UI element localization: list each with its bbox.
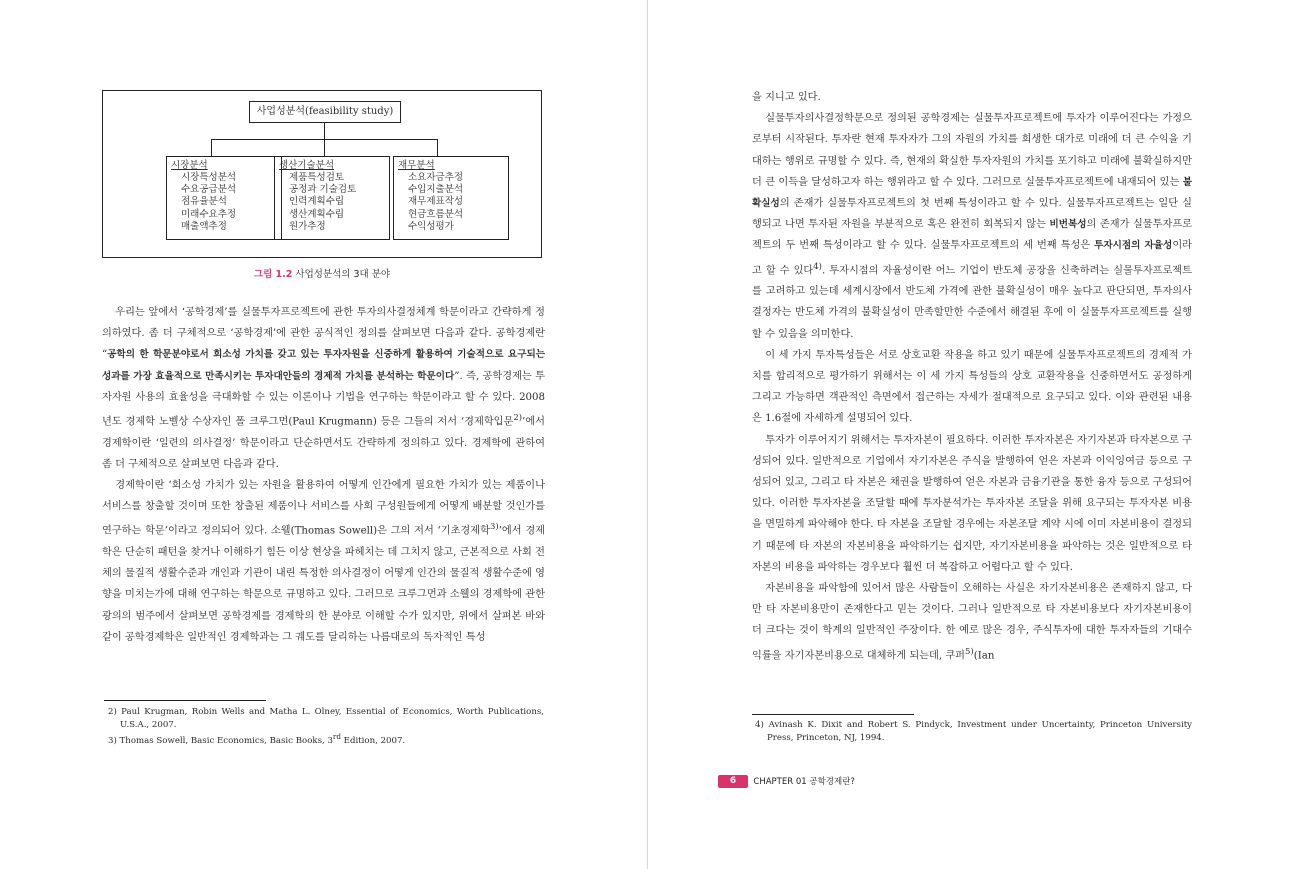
box-item: 원가추정: [289, 220, 326, 232]
text-run: Edition, 2007.: [340, 735, 406, 746]
box-title: 재무분석: [398, 160, 435, 171]
box-item: 제품특성검토: [289, 172, 345, 183]
connector-line: [324, 123, 325, 139]
paragraph: 이 세 가지 투자특성들은 서로 상호교환 작용을 하고 있기 때문에 실물투자프로젝트의 경제적 가치를 합리적으로 평가하기 위해서는 이 세 가지 특성들의 상호 교환작용을 신중하면서도 공정하게 그리고 가능하면 객관적인 측면에서 접근하는 자세가 절대적으로 요구되고 있다. 이와 관련된 내용은 1.6절에 자세하게 설명되어 있다.: [752, 349, 1192, 425]
paragraph: [752, 108, 1192, 345]
feasibility-diagram: [102, 90, 542, 258]
text-run: ’에서 경제학이란 ‘일련의 의사결정’ 학문이라고 단순하면서도 간략하게 정의하고 있다. 경제학에 관하여 좀 더 구체적으로 살펴보면 다음과 같다.: [102, 416, 545, 470]
superscript: rd: [332, 732, 341, 741]
box-item: 미래수요추정: [181, 208, 237, 220]
right-footnotes: [755, 719, 1192, 744]
footnote: 4) Avinash K. Dixit and Robert S. Pindyck, Investment under Uncertainty, Princeton University Press, Princeton, NJ, 1994.: [755, 720, 1192, 743]
text-run: ’에서 경제학은 단순히 패턴을 찾거나 이해하기 힘든 이상 현상을 파헤치는 데 그치지 않고, 근본적으로 사회 전체의 물질적 생활수준과 개인과 기관이 내린 특정한 의사결정이 어떻게 인간의 물질적 생활수준에 영향을 미치는가에 대해 연구하는 학문으로 규명하고 있다. 그러므로 크루그먼과 소웰의 경제학에 관한 광의의 범주에서 살펴보면 공학경제를 경제학의 한 분야로 이해할 수가 있지만, 위에서 살펴본 바와 같이 공학경제학은 일반적인 경제학과는 그 궤도를 달리하는 나름대로의 독자적인 특성: [102, 525, 546, 643]
text-run: 실물투자의사결정학문으로 정의된 공학경제는 실물투자프로젝트에 투자가 이루어진다는 가정으로부터 시작된다. 투자란 현재 투자자가 그의 자원의 가치를 희생한 대가로 미래에 더 큰 수익을 기대하는 행위로 규명할 수 있다. 즉, 현재의 확실한 투자자원의 가치를 포기하고 미래에 불확실하지만 더 큰 이득을 달성하고자 하는 행위라고 할 수 있다. 그러므로 실물투자프로젝트에 내재되어 있는: [752, 113, 1192, 188]
text-run: . 투자시점의 자율성이란 어느 기업이 반도체 공장을 신축하려는 실물투자프로젝트를 고려하고 있는데 세계시장에서 반도체 가격에 관한 불확실성이 매우 높다고 판단되면, 투자의사결정자는 반도체 가격의 불확실성이 만족할만한 수준에서 해결된 후에 이 실물투자프로젝트를 실행할 수 있음을 의미한다.: [752, 265, 1192, 340]
diagram-root-node: 사업성분석(feasibility study): [249, 101, 401, 123]
footnote-ref: 5): [965, 646, 974, 657]
paragraph: [102, 302, 545, 475]
bold-term: 비번복성: [1049, 219, 1087, 231]
paragraph: [102, 475, 545, 648]
bold-definition: 공학의 한 학문분야로서 희소성 가치를 갖고 있는 투자자원을 신중하게 활용하여 기술적으로 요구되는 성과를 가장 효율적으로 만족시키는 투자대안들의 경제적 가치를 분석하는 학문이다: [102, 349, 545, 382]
footnote-rule: [752, 714, 914, 715]
box-item: 수요공급분석: [181, 184, 237, 196]
connector-line: [324, 139, 325, 156]
financial-analysis-box: [393, 156, 509, 240]
paragraph: [752, 578, 1192, 666]
bold-term: 불확실성: [752, 176, 1192, 210]
footnote: [108, 731, 544, 747]
box-item: 수익성평가: [408, 220, 454, 232]
box-item: 생산계획수립: [289, 208, 345, 220]
box-item: 시장특성분석: [181, 172, 237, 183]
right-running-footer: [718, 775, 855, 788]
box-item: 재무제표작성: [408, 196, 464, 208]
running-title: CHAPTER 01 공학경제란?: [753, 777, 855, 787]
market-analysis-box: [166, 156, 282, 240]
page-number: 6: [718, 775, 748, 788]
footnote-rule: [104, 700, 266, 701]
footnote-ref: 2): [513, 413, 523, 424]
bold-term: 투자시점의 자율성: [1094, 240, 1173, 252]
box-title: 생산기술분석: [279, 160, 335, 171]
left-body-text: [102, 302, 545, 648]
connector-line: [211, 139, 212, 156]
right-body-text: [752, 87, 1192, 666]
text-run: 경제학이란 ‘희소성 가치가 있는 자원을 활용하여 어떻게 인간에게 필요한 가치가 있는 제품이나 서비스를 창출할 것이며 또한 창출된 제품이나 서비스를 사회 구성원들에게 어떻게 배분할 것인가를 연구하는 학문’이라고 정의되어 있다. 소웰(Thomas Sowell)은 그의 저서 ‘기초경제학: [102, 480, 545, 537]
text-run: 의 존재가 실물투자프로젝트의 두 번째 특성이라고 할 수 있다. 실물투자프로젝트의 세 번째 특성은: [752, 219, 1192, 252]
left-footnotes: [108, 706, 544, 747]
text-run: (Ian: [973, 650, 995, 662]
figure-caption: [102, 266, 542, 280]
footnote: 2) Paul Krugman, Robin Wells and Matha L. Olney, Essential of Economics, Worth Publications, U.S.A., 2007.: [108, 707, 544, 730]
paragraph: 투자가 이루어지기 위해서는 투자자본이 필요하다. 이러한 투자자본은 자기자본과 타자본으로 구성되어 있다. 일반적으로 기업에서 자기자본은 주식을 발행하여 얻은 자본과 이익잉여금 등으로 구성되어 있고, 그리고 타 자본은 채권을 발행하여 얻은 자본과 금융기관을 통한 융자 등으로 구성되어 있다. 이러한 투자자본을 조달할 때에 투자분석가는 투자자본 조달을 위해 요구되는 투자자본 비용을 면밀하게 파악해야 한다. 타 자본을 조달할 경우에는 자본조달 계약 시에 이미 자본비용이 결정되기 때문에 타 자본의 자본비용을 파악하기는 쉽지만, 자기자본비용을 파악하는 것은 일반적으로 타 자본의 비용을 파악하는 경우보다 훨씬 더 복잡하고 어렵다고 할 수 있다.: [752, 434, 1192, 573]
footnote-ref: 4): [813, 261, 822, 272]
text-run: 3) Thomas Sowell, Basic Economics, Basic Books, 3: [108, 735, 333, 746]
box-item: 현금흐름분석: [408, 208, 464, 220]
production-analysis-box: [274, 156, 390, 240]
box-title: 시장분석: [171, 160, 208, 171]
paragraph: 을 지니고 있다.: [752, 92, 821, 103]
figure-caption-text: 사업성분석의 3대 분야: [292, 269, 391, 280]
box-item: 공정과 기술검토: [289, 184, 357, 196]
text-run: 자본비용을 파악함에 있어서 많은 사람들이 오해하는 사실은 자기자본비용은 존재하지 않고, 다만 타 자본비용만이 존재한다고 믿는 것이다. 그러나 일반적으로 타 자본비용보다 자기자본비용이 더 크다는 것이 학계의 일반적인 주장이다. 한 예로 많은 경우, 주식투자에 대한 투자자들의 기대수익률을 자기자본비용으로 대체하게 되는데, 쿠퍼: [752, 583, 1192, 662]
text-run: 이라고 할 수 있다: [752, 240, 1193, 277]
footnote-ref: 3): [489, 522, 499, 533]
box-item: 매출액추정: [181, 220, 227, 232]
text-run: 우리는 앞에서 ‘공학경제’를 실물투자프로젝트에 관한 투자의사결정체계 학문이라고 간략하게 정의하였다. 좀 더 구체적으로 ‘공학경제’에 관한 공식적인 정의를 살펴보면 다음과 같다. 공학경제란 “: [102, 307, 545, 361]
connector-line: [437, 139, 438, 156]
box-item: 수입지출분석: [408, 184, 464, 196]
box-item: 소요자금추정: [408, 172, 464, 183]
figure-number: 그림 1.2: [253, 269, 293, 280]
text-run: ”. 즉, 공학경제는 투자자원 사용의 효율성을 극대화할 수 있는 이론이나 기법을 연구하는 학문이라고 할 수 있다. 2008년도 경제학 노벨상 수상자인 폴 크루그먼(Paul Krugmann) 등은 그들의 저서 ‘경제학입문: [102, 370, 545, 428]
box-item: 인력계획수립: [289, 196, 345, 208]
box-item: 점유율분석: [181, 196, 227, 208]
text-run: 의 존재가 실물투자프로젝트의 첫 번째 특성이라고 할 수 있다. 실물투자프로젝트는 일단 실행되고 나면 투자된 자원을 부분적으로 혹은 완전히 회복되지 않는: [752, 198, 1192, 231]
